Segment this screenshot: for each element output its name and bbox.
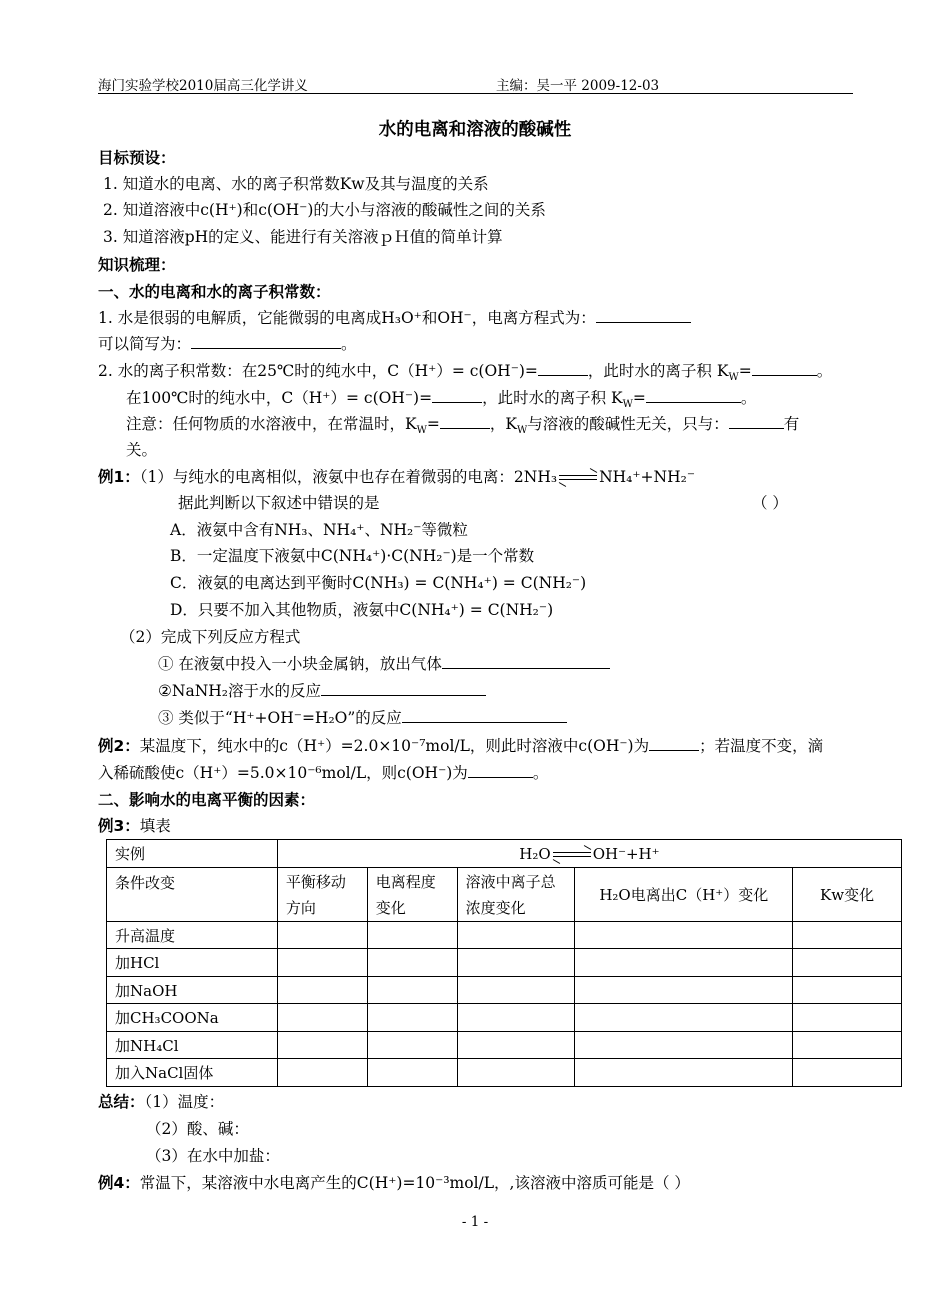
table-cell[interactable] (277, 977, 367, 1004)
table-cell[interactable] (457, 949, 575, 977)
fill-in-table (106, 839, 902, 1087)
equilibrium-arrow-icon (559, 473, 597, 483)
table-cell[interactable] (277, 949, 367, 977)
table-cell[interactable] (367, 1004, 457, 1032)
ex2-line2: 入稀硫酸使c（H⁺）=5.0×10⁻⁶mol/L，则c(OH⁻)为 。 (98, 764, 549, 782)
table-row (107, 1032, 902, 1059)
section2-heading: 二、影响水的电离平衡的因素： (98, 791, 316, 809)
table-cell[interactable] (457, 1059, 575, 1087)
table-row-label: 加HCl (107, 949, 278, 977)
table-cell[interactable] (575, 949, 793, 977)
goal-item: 2. 知道溶液中c(H⁺)和c(OH⁻)的大小与溶液的酸碱性之间的关系 (103, 201, 546, 219)
ex1-option: D．只要不加入其他物质，液氨中C(NH₄⁺) = C(NH₂⁻) (170, 601, 554, 619)
ex1-option: B．一定温度下液氨中C(NH₄⁺)·C(NH₂⁻)是一个常数 (170, 547, 535, 565)
table-cell[interactable] (277, 1032, 367, 1059)
table-cell[interactable] (277, 1004, 367, 1032)
s1-p1b: 可以简写为： 。 (98, 335, 357, 353)
table-cell[interactable] (575, 977, 793, 1004)
table-cell[interactable] (575, 1059, 793, 1087)
table-cell[interactable] (793, 1059, 902, 1087)
table-cell[interactable] (793, 949, 902, 977)
page-number: - 1 - (461, 1214, 489, 1230)
table-cell[interactable] (793, 922, 902, 949)
table-cell[interactable] (277, 1059, 367, 1087)
table-col-header: Kw变化 (793, 868, 902, 922)
table-condition-header: 条件改变 (107, 868, 278, 922)
table-row-label: 加NaOH (107, 977, 278, 1004)
table-cell[interactable] (367, 949, 457, 977)
ex1-answer-paren: （ ） (752, 494, 788, 512)
knowledge-heading: 知识梳理： (98, 256, 176, 274)
table-row-label: 加CH₃COONa (107, 1004, 278, 1032)
s1-note: 注意：任何物质的水溶液中，在常温时，$K_W=$ ，$K_W$与溶液的酸碱性无关，只与： 有 (126, 415, 800, 437)
ex1-option: A．液氨中含有NH₃、NH₄⁺、NH₂⁻等微粒 (170, 521, 468, 539)
table-cell[interactable] (575, 922, 793, 949)
goal-item: 1. 知道水的电离、水的离子积常数Kw及其与温度的关系 (103, 175, 489, 193)
table-cell[interactable] (793, 977, 902, 1004)
table-cell[interactable] (367, 922, 457, 949)
s1-p1a: 1. 水是很弱的电解质，它能微弱的电离成H₃O⁺和OH⁻，电离方程式为： (98, 306, 691, 328)
header-right: 主编：吴一平 2009-12-03 (496, 78, 660, 94)
s1-note-end: 关。 (126, 441, 158, 459)
ex2-line1: 例2：某温度下，纯水中的c（H⁺）=2.0×10⁻⁷mol/L，则此时溶液中c(OH⁻)为 ；若温度不变，滴 (98, 737, 824, 755)
table-cell[interactable] (457, 1004, 575, 1032)
s1-p2a: 2. 水的离子积常数：在25℃时的纯水中，C（H⁺）= c(OH⁻)= ，此时水的离子积 $K_W=$ 。 (98, 362, 833, 384)
goals-heading: 目标预设： (98, 149, 176, 167)
header-rule (98, 93, 853, 94)
table-row (107, 1059, 902, 1087)
ex1-option: C．液氨的电离达到平衡时C(NH₃) = C(NH₄⁺) = C(NH₂⁻) (170, 574, 587, 592)
ex3-intro: 例3：填表 (98, 817, 171, 835)
table-cell[interactable] (277, 922, 367, 949)
table-cell[interactable] (575, 1032, 793, 1059)
ex1-sub: ① 在液氨中投入一小块金属钠，放出气体 (158, 652, 610, 674)
table-cell[interactable] (457, 922, 575, 949)
table-row (107, 1004, 902, 1032)
table-cell[interactable] (457, 977, 575, 1004)
table-cell[interactable] (575, 1004, 793, 1032)
ex1-sub: ②NaNH₂溶于水的反应 (158, 679, 486, 701)
equilibrium-arrow-icon (553, 850, 591, 860)
table-col-header: 溶液中离子总浓度变化 (457, 868, 575, 922)
s1-p2b: 在100℃时的纯水中，C（H⁺）= c(OH⁻)= ，此时水的离子积 $K_W=$ 。 (126, 389, 757, 411)
table-corner: 实例 (107, 840, 278, 868)
summary-item: （3）在水中加盐： (146, 1147, 280, 1165)
table-row (107, 922, 902, 949)
summary-item: （2）酸、碱： (146, 1120, 249, 1138)
table-row-label: 升高温度 (107, 922, 278, 949)
table-row-label: 加NH₄Cl (107, 1032, 278, 1059)
table-row-label: 加入NaCl固体 (107, 1059, 278, 1087)
ex1-judge: 据此判断以下叙述中错误的是 (178, 494, 380, 512)
goal-item: 3. 知道溶液pH的定义、能进行有关溶液ｐＨ值的简单计算 (103, 228, 503, 246)
table-reaction: H₂O OH⁻+H⁺ (277, 840, 901, 868)
summary-line: 总结：（1）温度： (98, 1093, 225, 1111)
table-cell[interactable] (457, 1032, 575, 1059)
page-title: 水的电离和溶液的酸碱性 (378, 120, 572, 140)
ex4-line: 例4：常温下，某溶液中水电离产生的C(H⁺)=10⁻³mol/L，,该溶液中溶质可能是（ ） (98, 1174, 690, 1192)
table-col-header: H₂O电离出C（H⁺）变化 (575, 868, 793, 922)
section1-heading: 一、水的电离和水的离子积常数： (98, 283, 331, 301)
table-row (107, 977, 902, 1004)
ex1-intro: 例1：（1）与纯水的电离相似，液氨中也存在着微弱的电离：2NH₃ NH₄⁺+NH₂⁻ (98, 468, 696, 486)
ex1-part2: （2）完成下列反应方程式 (120, 628, 301, 646)
table-col-header: 电离程度变化 (367, 868, 457, 922)
table-col-header: 平衡移动方向 (277, 868, 367, 922)
table-cell[interactable] (793, 1004, 902, 1032)
ex1-sub: ③ 类似于“H⁺+OH⁻=H₂O”的反应 (158, 706, 567, 728)
table-cell[interactable] (367, 977, 457, 1004)
table-row (107, 949, 902, 977)
table-cell[interactable] (793, 1032, 902, 1059)
header-left: 海门实验学校2010届高三化学讲义 (98, 78, 308, 94)
table-cell[interactable] (367, 1059, 457, 1087)
table-cell[interactable] (367, 1032, 457, 1059)
